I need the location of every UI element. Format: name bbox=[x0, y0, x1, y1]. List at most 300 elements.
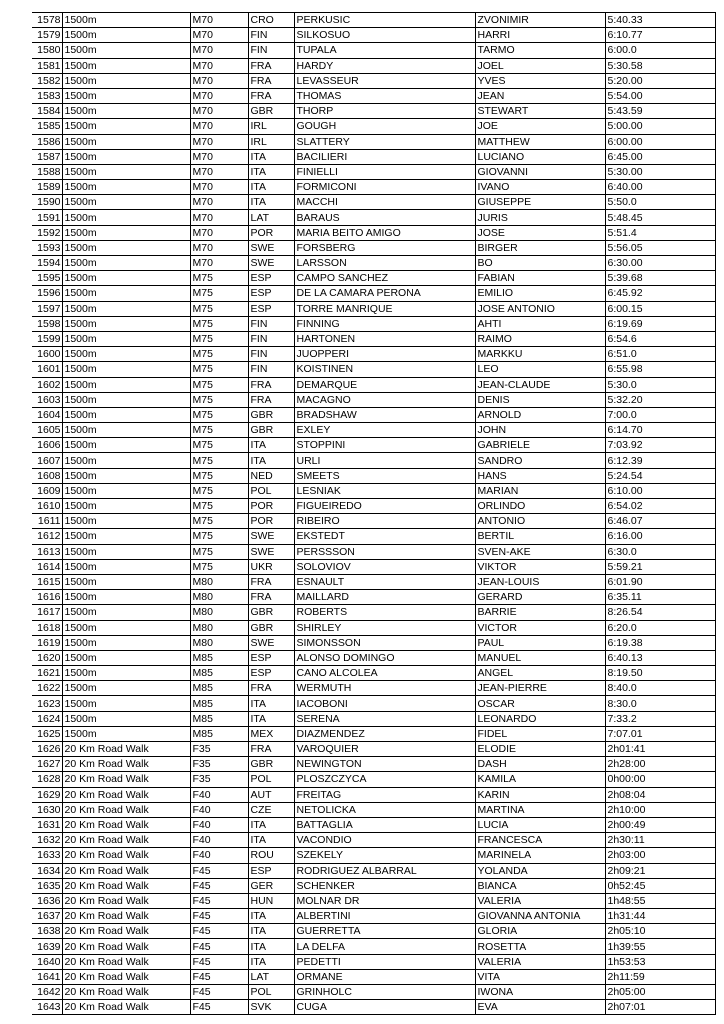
category-cell: M70 bbox=[190, 134, 248, 149]
surname-cell: LEVASSEUR bbox=[294, 73, 475, 88]
event-cell: 20 Km Road Walk bbox=[62, 757, 190, 772]
surname-cell: CAMPO SANCHEZ bbox=[294, 271, 475, 286]
table-row bbox=[32, 225, 715, 240]
event-cell: 20 Km Road Walk bbox=[62, 878, 190, 893]
nation-cell: ESP bbox=[248, 650, 294, 665]
nation-cell: POL bbox=[248, 483, 294, 498]
row-number-cell: 1610 bbox=[32, 499, 62, 514]
event-cell: 20 Km Road Walk bbox=[62, 802, 190, 817]
surname-cell: VACONDIO bbox=[294, 833, 475, 848]
first-name-cell: ARNOLD bbox=[475, 407, 605, 422]
time-cell: 6:45.00 bbox=[605, 149, 715, 164]
nation-cell: FRA bbox=[248, 377, 294, 392]
row-number-cell: 1642 bbox=[32, 985, 62, 1000]
first-name-cell: GERARD bbox=[475, 590, 605, 605]
table-row bbox=[32, 985, 715, 1000]
category-cell: M85 bbox=[190, 726, 248, 741]
first-name-cell: VALERIA bbox=[475, 893, 605, 908]
row-number-cell: 1612 bbox=[32, 529, 62, 544]
row-number-cell: 1626 bbox=[32, 742, 62, 757]
table-row bbox=[32, 939, 715, 954]
event-cell: 20 Km Road Walk bbox=[62, 742, 190, 757]
table-row bbox=[32, 483, 715, 498]
time-cell: 5:56.05 bbox=[605, 240, 715, 255]
time-cell: 5:59.21 bbox=[605, 559, 715, 574]
row-number-cell: 1640 bbox=[32, 954, 62, 969]
surname-cell: GUERRETTA bbox=[294, 924, 475, 939]
time-cell: 5:43.59 bbox=[605, 104, 715, 119]
first-name-cell: GIOVANNI bbox=[475, 164, 605, 179]
time-cell: 6:55.98 bbox=[605, 362, 715, 377]
first-name-cell: LEO bbox=[475, 362, 605, 377]
time-cell: 8:26.54 bbox=[605, 605, 715, 620]
time-cell: 6:12.39 bbox=[605, 453, 715, 468]
category-cell: M75 bbox=[190, 301, 248, 316]
table-row bbox=[32, 119, 715, 134]
table-row bbox=[32, 878, 715, 893]
first-name-cell: EVA bbox=[475, 1000, 605, 1015]
row-number-cell: 1583 bbox=[32, 88, 62, 103]
first-name-cell: JOEL bbox=[475, 58, 605, 73]
surname-cell: RIBEIRO bbox=[294, 514, 475, 529]
first-name-cell: SANDRO bbox=[475, 453, 605, 468]
event-cell: 1500m bbox=[62, 88, 190, 103]
table-row bbox=[32, 726, 715, 741]
category-cell: M70 bbox=[190, 28, 248, 43]
table-row bbox=[32, 423, 715, 438]
event-cell: 1500m bbox=[62, 271, 190, 286]
row-number-cell: 1584 bbox=[32, 104, 62, 119]
first-name-cell: HANS bbox=[475, 468, 605, 483]
category-cell: M70 bbox=[190, 240, 248, 255]
first-name-cell: RAIMO bbox=[475, 331, 605, 346]
nation-cell: GBR bbox=[248, 620, 294, 635]
nation-cell: FRA bbox=[248, 681, 294, 696]
event-cell: 1500m bbox=[62, 362, 190, 377]
first-name-cell: GIUSEPPE bbox=[475, 195, 605, 210]
row-number-cell: 1579 bbox=[32, 28, 62, 43]
table-row bbox=[32, 514, 715, 529]
first-name-cell: OSCAR bbox=[475, 696, 605, 711]
category-cell: F45 bbox=[190, 985, 248, 1000]
event-cell: 20 Km Road Walk bbox=[62, 863, 190, 878]
first-name-cell: FABIAN bbox=[475, 271, 605, 286]
surname-cell: FORSBERG bbox=[294, 240, 475, 255]
event-cell: 1500m bbox=[62, 134, 190, 149]
surname-cell: SIMONSSON bbox=[294, 635, 475, 650]
row-number-cell: 1628 bbox=[32, 772, 62, 787]
nation-cell: GBR bbox=[248, 407, 294, 422]
row-number-cell: 1616 bbox=[32, 590, 62, 605]
category-cell: M70 bbox=[190, 13, 248, 28]
row-number-cell: 1589 bbox=[32, 180, 62, 195]
category-cell: F45 bbox=[190, 863, 248, 878]
surname-cell: ROBERTS bbox=[294, 605, 475, 620]
row-number-cell: 1630 bbox=[32, 802, 62, 817]
category-cell: F45 bbox=[190, 939, 248, 954]
time-cell: 7:03.92 bbox=[605, 438, 715, 453]
event-cell: 1500m bbox=[62, 726, 190, 741]
nation-cell: ITA bbox=[248, 438, 294, 453]
first-name-cell: BERTIL bbox=[475, 529, 605, 544]
first-name-cell: VITA bbox=[475, 969, 605, 984]
category-cell: M75 bbox=[190, 544, 248, 559]
event-cell: 1500m bbox=[62, 316, 190, 331]
table-row bbox=[32, 559, 715, 574]
surname-cell: GRINHOLC bbox=[294, 985, 475, 1000]
row-number-cell: 1591 bbox=[32, 210, 62, 225]
time-cell: 6:54.6 bbox=[605, 331, 715, 346]
event-cell: 1500m bbox=[62, 225, 190, 240]
time-cell: 6:30.0 bbox=[605, 544, 715, 559]
first-name-cell: JEAN-LOUIS bbox=[475, 574, 605, 589]
nation-cell: ESP bbox=[248, 271, 294, 286]
row-number-cell: 1631 bbox=[32, 817, 62, 832]
first-name-cell: BIANCA bbox=[475, 878, 605, 893]
nation-cell: ITA bbox=[248, 817, 294, 832]
first-name-cell: GABRIELE bbox=[475, 438, 605, 453]
nation-cell: FIN bbox=[248, 331, 294, 346]
event-cell: 1500m bbox=[62, 331, 190, 346]
nation-cell: CZE bbox=[248, 802, 294, 817]
table-row bbox=[32, 88, 715, 103]
surname-cell: WERMUTH bbox=[294, 681, 475, 696]
time-cell: 5:48.45 bbox=[605, 210, 715, 225]
surname-cell: CANO ALCOLEA bbox=[294, 666, 475, 681]
category-cell: M70 bbox=[190, 119, 248, 134]
category-cell: M75 bbox=[190, 407, 248, 422]
category-cell: M85 bbox=[190, 650, 248, 665]
table-row bbox=[32, 195, 715, 210]
row-number-cell: 1578 bbox=[32, 13, 62, 28]
row-number-cell: 1629 bbox=[32, 787, 62, 802]
surname-cell: TUPALA bbox=[294, 43, 475, 58]
event-cell: 1500m bbox=[62, 210, 190, 225]
event-cell: 1500m bbox=[62, 650, 190, 665]
time-cell: 6:14.70 bbox=[605, 423, 715, 438]
time-cell: 6:40.13 bbox=[605, 650, 715, 665]
time-cell: 5:30.00 bbox=[605, 164, 715, 179]
row-number-cell: 1638 bbox=[32, 924, 62, 939]
nation-cell: POR bbox=[248, 499, 294, 514]
nation-cell: ITA bbox=[248, 453, 294, 468]
time-cell: 6:10.00 bbox=[605, 483, 715, 498]
table-row bbox=[32, 301, 715, 316]
surname-cell: BATTAGLIA bbox=[294, 817, 475, 832]
row-number-cell: 1607 bbox=[32, 453, 62, 468]
category-cell: M75 bbox=[190, 362, 248, 377]
table-row bbox=[32, 787, 715, 802]
category-cell: F40 bbox=[190, 802, 248, 817]
event-cell: 1500m bbox=[62, 635, 190, 650]
first-name-cell: MARIAN bbox=[475, 483, 605, 498]
first-name-cell: SVEN-AKE bbox=[475, 544, 605, 559]
table-row bbox=[32, 863, 715, 878]
row-number-cell: 1637 bbox=[32, 909, 62, 924]
event-cell: 1500m bbox=[62, 73, 190, 88]
table-row bbox=[32, 590, 715, 605]
surname-cell: SOLOVIOV bbox=[294, 559, 475, 574]
first-name-cell: DASH bbox=[475, 757, 605, 772]
time-cell: 5:30.0 bbox=[605, 377, 715, 392]
category-cell: F35 bbox=[190, 757, 248, 772]
category-cell: M75 bbox=[190, 468, 248, 483]
table-row bbox=[32, 347, 715, 362]
table-row bbox=[32, 58, 715, 73]
table-row bbox=[32, 499, 715, 514]
time-cell: 6:30.00 bbox=[605, 256, 715, 271]
row-number-cell: 1582 bbox=[32, 73, 62, 88]
row-number-cell: 1587 bbox=[32, 149, 62, 164]
time-cell: 6:01.90 bbox=[605, 574, 715, 589]
category-cell: M75 bbox=[190, 423, 248, 438]
nation-cell: ESP bbox=[248, 863, 294, 878]
event-cell: 1500m bbox=[62, 590, 190, 605]
table-row bbox=[32, 164, 715, 179]
time-cell: 8:40.0 bbox=[605, 681, 715, 696]
row-number-cell: 1604 bbox=[32, 407, 62, 422]
first-name-cell: VALERIA bbox=[475, 954, 605, 969]
row-number-cell: 1611 bbox=[32, 514, 62, 529]
row-number-cell: 1605 bbox=[32, 423, 62, 438]
results-sheet bbox=[32, 12, 716, 1015]
nation-cell: ESP bbox=[248, 286, 294, 301]
first-name-cell: JOSE ANTONIO bbox=[475, 301, 605, 316]
table-row bbox=[32, 681, 715, 696]
event-cell: 1500m bbox=[62, 58, 190, 73]
category-cell: M70 bbox=[190, 73, 248, 88]
row-number-cell: 1595 bbox=[32, 271, 62, 286]
table-row bbox=[32, 529, 715, 544]
event-cell: 20 Km Road Walk bbox=[62, 817, 190, 832]
category-cell: M70 bbox=[190, 164, 248, 179]
event-cell: 20 Km Road Walk bbox=[62, 924, 190, 939]
nation-cell: FIN bbox=[248, 362, 294, 377]
category-cell: M80 bbox=[190, 620, 248, 635]
row-number-cell: 1617 bbox=[32, 605, 62, 620]
nation-cell: ITA bbox=[248, 180, 294, 195]
row-number-cell: 1613 bbox=[32, 544, 62, 559]
row-number-cell: 1609 bbox=[32, 483, 62, 498]
surname-cell: FINNING bbox=[294, 316, 475, 331]
event-cell: 1500m bbox=[62, 529, 190, 544]
time-cell: 2h05:00 bbox=[605, 985, 715, 1000]
category-cell: F40 bbox=[190, 848, 248, 863]
surname-cell: DIAZMENDEZ bbox=[294, 726, 475, 741]
surname-cell: VAROQUIER bbox=[294, 742, 475, 757]
nation-cell: ITA bbox=[248, 696, 294, 711]
time-cell: 5:00.00 bbox=[605, 119, 715, 134]
table-row bbox=[32, 650, 715, 665]
row-number-cell: 1615 bbox=[32, 574, 62, 589]
nation-cell: LAT bbox=[248, 969, 294, 984]
time-cell: 2h10:00 bbox=[605, 802, 715, 817]
event-cell: 1500m bbox=[62, 104, 190, 119]
surname-cell: ORMANE bbox=[294, 969, 475, 984]
time-cell: 5:32.20 bbox=[605, 392, 715, 407]
surname-cell: ESNAULT bbox=[294, 574, 475, 589]
nation-cell: SWE bbox=[248, 240, 294, 255]
surname-cell: BRADSHAW bbox=[294, 407, 475, 422]
first-name-cell: LUCIA bbox=[475, 817, 605, 832]
event-cell: 1500m bbox=[62, 514, 190, 529]
category-cell: M70 bbox=[190, 104, 248, 119]
nation-cell: SWE bbox=[248, 635, 294, 650]
event-cell: 1500m bbox=[62, 149, 190, 164]
time-cell: 5:40.33 bbox=[605, 13, 715, 28]
category-cell: M75 bbox=[190, 529, 248, 544]
first-name-cell: JURIS bbox=[475, 210, 605, 225]
first-name-cell: FRANCESCA bbox=[475, 833, 605, 848]
time-cell: 6:54.02 bbox=[605, 499, 715, 514]
category-cell: F45 bbox=[190, 878, 248, 893]
table-row bbox=[32, 407, 715, 422]
table-row bbox=[32, 605, 715, 620]
event-cell: 1500m bbox=[62, 423, 190, 438]
event-cell: 1500m bbox=[62, 681, 190, 696]
time-cell: 1h39:55 bbox=[605, 939, 715, 954]
table-row bbox=[32, 969, 715, 984]
category-cell: M75 bbox=[190, 331, 248, 346]
table-row bbox=[32, 316, 715, 331]
event-cell: 1500m bbox=[62, 499, 190, 514]
table-row bbox=[32, 924, 715, 939]
nation-cell: SWE bbox=[248, 529, 294, 544]
row-number-cell: 1593 bbox=[32, 240, 62, 255]
surname-cell: EKSTEDT bbox=[294, 529, 475, 544]
surname-cell: MARIA BEITO AMIGO bbox=[294, 225, 475, 240]
event-cell: 1500m bbox=[62, 438, 190, 453]
category-cell: M75 bbox=[190, 559, 248, 574]
time-cell: 5:51.4 bbox=[605, 225, 715, 240]
table-row bbox=[32, 802, 715, 817]
time-cell: 6:16.00 bbox=[605, 529, 715, 544]
first-name-cell: PAUL bbox=[475, 635, 605, 650]
row-number-cell: 1590 bbox=[32, 195, 62, 210]
nation-cell: LAT bbox=[248, 210, 294, 225]
category-cell: M75 bbox=[190, 453, 248, 468]
time-cell: 2h30:11 bbox=[605, 833, 715, 848]
event-cell: 1500m bbox=[62, 574, 190, 589]
first-name-cell: MATTHEW bbox=[475, 134, 605, 149]
table-row bbox=[32, 620, 715, 635]
table-row bbox=[32, 893, 715, 908]
first-name-cell: ANTONIO bbox=[475, 514, 605, 529]
table-row bbox=[32, 833, 715, 848]
time-cell: 6:51.0 bbox=[605, 347, 715, 362]
surname-cell: MAILLARD bbox=[294, 590, 475, 605]
first-name-cell: ELODIE bbox=[475, 742, 605, 757]
nation-cell: SWE bbox=[248, 256, 294, 271]
surname-cell: FINIELLI bbox=[294, 164, 475, 179]
category-cell: M75 bbox=[190, 499, 248, 514]
time-cell: 2h03:00 bbox=[605, 848, 715, 863]
time-cell: 5:20.00 bbox=[605, 73, 715, 88]
first-name-cell: MARTINA bbox=[475, 802, 605, 817]
row-number-cell: 1581 bbox=[32, 58, 62, 73]
surname-cell: MACAGNO bbox=[294, 392, 475, 407]
table-row bbox=[32, 635, 715, 650]
event-cell: 1500m bbox=[62, 392, 190, 407]
surname-cell: STOPPINI bbox=[294, 438, 475, 453]
results-table bbox=[32, 12, 716, 1015]
time-cell: 2h11:59 bbox=[605, 969, 715, 984]
surname-cell: HARDY bbox=[294, 58, 475, 73]
surname-cell: MACCHI bbox=[294, 195, 475, 210]
surname-cell: FREITAG bbox=[294, 787, 475, 802]
surname-cell: SMEETS bbox=[294, 468, 475, 483]
row-number-cell: 1585 bbox=[32, 119, 62, 134]
time-cell: 6:00.00 bbox=[605, 134, 715, 149]
event-cell: 1500m bbox=[62, 28, 190, 43]
table-row bbox=[32, 13, 715, 28]
category-cell: M85 bbox=[190, 666, 248, 681]
row-number-cell: 1614 bbox=[32, 559, 62, 574]
event-cell: 1500m bbox=[62, 620, 190, 635]
category-cell: M70 bbox=[190, 88, 248, 103]
nation-cell: FRA bbox=[248, 88, 294, 103]
event-cell: 1500m bbox=[62, 195, 190, 210]
time-cell: 2h09:21 bbox=[605, 863, 715, 878]
row-number-cell: 1588 bbox=[32, 164, 62, 179]
table-row bbox=[32, 240, 715, 255]
event-cell: 1500m bbox=[62, 559, 190, 574]
nation-cell: GBR bbox=[248, 757, 294, 772]
time-cell: 6:19.38 bbox=[605, 635, 715, 650]
nation-cell: AUT bbox=[248, 787, 294, 802]
nation-cell: FRA bbox=[248, 574, 294, 589]
row-number-cell: 1596 bbox=[32, 286, 62, 301]
surname-cell: DE LA CAMARA PERONA bbox=[294, 286, 475, 301]
row-number-cell: 1603 bbox=[32, 392, 62, 407]
category-cell: M70 bbox=[190, 195, 248, 210]
event-cell: 1500m bbox=[62, 711, 190, 726]
first-name-cell: HARRI bbox=[475, 28, 605, 43]
event-cell: 1500m bbox=[62, 13, 190, 28]
table-row bbox=[32, 817, 715, 832]
surname-cell: SILKOSUO bbox=[294, 28, 475, 43]
surname-cell: SZEKELY bbox=[294, 848, 475, 863]
nation-cell: FRA bbox=[248, 73, 294, 88]
row-number-cell: 1627 bbox=[32, 757, 62, 772]
time-cell: 5:54.00 bbox=[605, 88, 715, 103]
event-cell: 1500m bbox=[62, 180, 190, 195]
category-cell: F40 bbox=[190, 833, 248, 848]
row-number-cell: 1624 bbox=[32, 711, 62, 726]
nation-cell: FIN bbox=[248, 28, 294, 43]
surname-cell: RODRIGUEZ ALBARRAL bbox=[294, 863, 475, 878]
table-row bbox=[32, 954, 715, 969]
first-name-cell: JOSE bbox=[475, 225, 605, 240]
first-name-cell: IVANO bbox=[475, 180, 605, 195]
first-name-cell: JEAN-CLAUDE bbox=[475, 377, 605, 392]
nation-cell: ITA bbox=[248, 939, 294, 954]
table-row bbox=[32, 149, 715, 164]
event-cell: 20 Km Road Walk bbox=[62, 985, 190, 1000]
first-name-cell: BARRIE bbox=[475, 605, 605, 620]
event-cell: 1500m bbox=[62, 407, 190, 422]
row-number-cell: 1601 bbox=[32, 362, 62, 377]
time-cell: 6:45.92 bbox=[605, 286, 715, 301]
first-name-cell: JOHN bbox=[475, 423, 605, 438]
event-cell: 20 Km Road Walk bbox=[62, 848, 190, 863]
event-cell: 1500m bbox=[62, 453, 190, 468]
row-number-cell: 1634 bbox=[32, 863, 62, 878]
time-cell: 2h08:04 bbox=[605, 787, 715, 802]
table-row bbox=[32, 104, 715, 119]
category-cell: M75 bbox=[190, 392, 248, 407]
nation-cell: IRL bbox=[248, 134, 294, 149]
